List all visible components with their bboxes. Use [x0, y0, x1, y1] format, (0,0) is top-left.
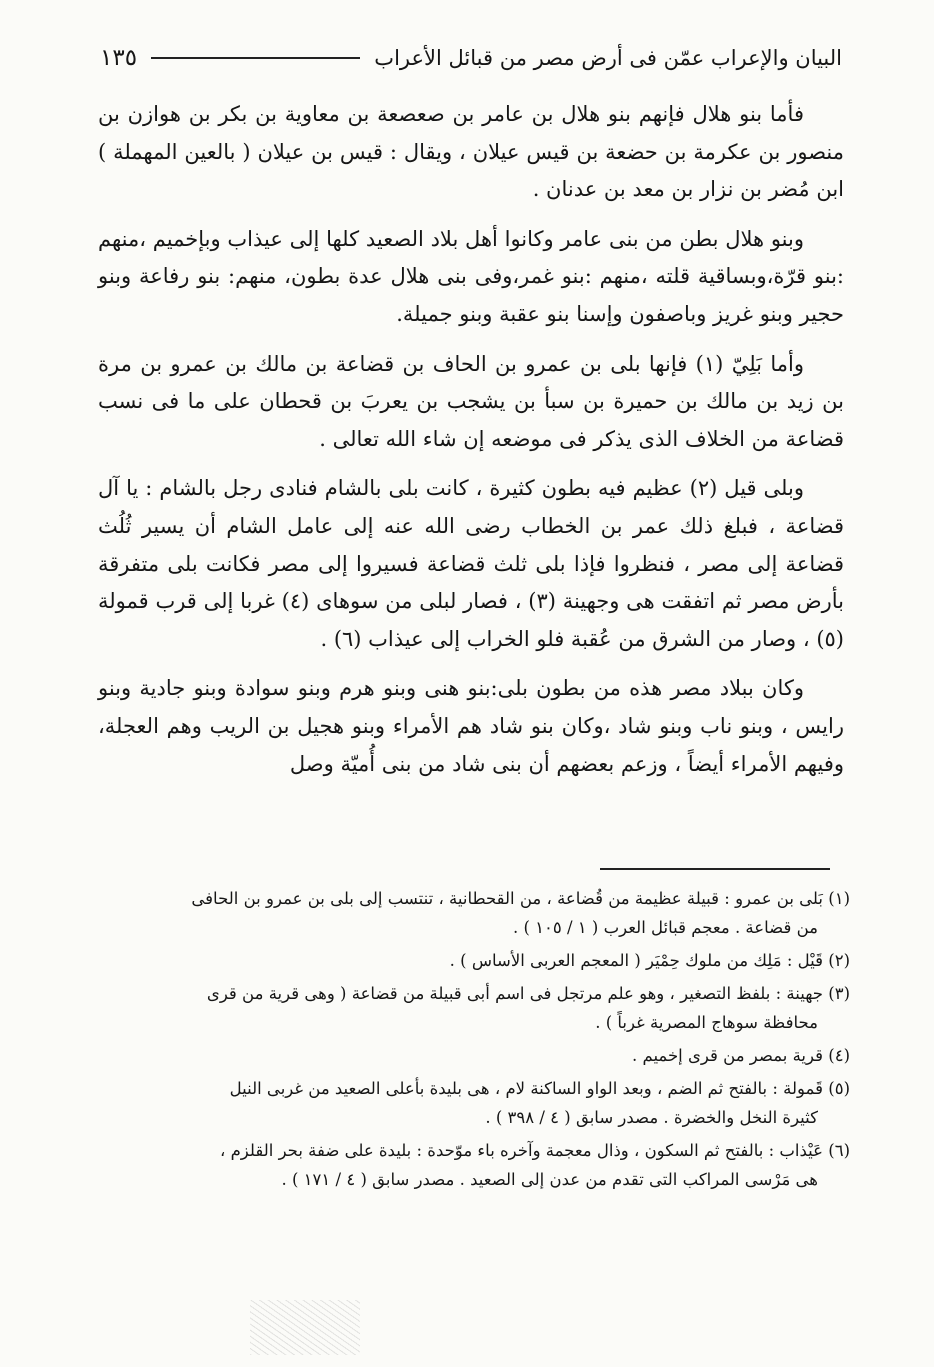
footnote	[102, 979, 850, 1037]
header-rule	[151, 57, 360, 59]
paragraph: وكان ببلاد مصر هذه من بطون بلى:بنو هنى وبنو هرم وبنو سوادة وبنو جادية وبنو رايس ، وبنو ناب وبنو شاد ،وكان بنو شاد هم الأمراء وبنو هجيل بن الريب وهم العجلة، وفيهم الأمراء أيضاً ، وزعم بعضهم أن بنى شاد من بنى أُميّة وصل	[98, 676, 844, 776]
paragraph: وأما بَلِيّ (١) فإنها بلى بن عمرو بن الحاف بن قضاعة بن مالك بن عمرو بن مرة بن زيد بن مالك بن حميرة بن سبأ بن يشجب بن يعربَ بن قحطان على ما فى نسب قضاعة من الخلاف الذى يذكر فى موضعه إن شاء الله تعالى .	[98, 351, 844, 451]
footnote-number: (٥)	[828, 1079, 850, 1098]
footnote	[102, 946, 850, 975]
footnote-text-continued: محافظة سوهاج المصرية غرباً ) .	[595, 1013, 818, 1032]
running-header	[100, 38, 842, 78]
footnote-text: بَلى بن عمرو : قبيلة عظيمة من قُضاعة ، من القحطانية ، تنتسب إلى بلى بن عمرو بن الحافى	[191, 889, 823, 908]
footnotes	[102, 884, 850, 1198]
footnote-number: (٤)	[828, 1046, 850, 1065]
footnote-text: عَيْذاب : بالفتح ثم السكون ، وذال معجمة وآخره باء موّحدة : بليدة على ضفة بحر القلزم ،	[220, 1141, 823, 1160]
main-text	[98, 96, 844, 795]
footnote-text-continued: هى مَرْسى المراكب التى تقدم من عدن إلى الصعيد . مصدر سابق ( ٤ / ١٧١ ) .	[281, 1170, 818, 1189]
paragraph: وبنو هلال بطن من بنى عامر وكانوا أهل بلاد الصعيد كلها إلى عيذاب وبإخميم ،منهم :بنو قرّة،وبساقية قلته ،منهم :بنو غمر،وفى بنى هلال عدة بطون، منهم: بنو رفاعة وبنو حجير وبنو غريز وباصفون وإسنا بنو عقبة وبنو جميلة.	[98, 226, 844, 326]
footnote	[102, 1041, 850, 1070]
running-title: البيان والإعراب عمّن فى أرض مصر من قبائل الأعراب	[374, 46, 842, 70]
footnote-text-continued: من قضاعة . معجم قبائل العرب ( ١ / ١٠٥ ) .	[512, 918, 818, 937]
footnote-number: (١)	[828, 889, 850, 908]
scan-speckle	[250, 1300, 360, 1355]
footnote	[102, 1136, 850, 1194]
paragraph: فأما بنو هلال فإنهم بنو هلال بن عامر بن صعصعة بن معاوية بن بكر بن هوازن بن منصور بن عكرمة بن حضعة بن قيس عيلان ، ويقال : قيس بن عيلان ( بالعين المهملة ) ابن مُضر بن نزار بن معد بن عدنان .	[98, 102, 844, 202]
footnote	[102, 884, 850, 942]
footnote-text: قَمولة : بالفتح ثم الضم ، وبعد الواو الساكنة لام ، هى بليدة بأعلى الصعيد من غربى النيل	[229, 1079, 823, 1098]
footnote-separator	[600, 868, 830, 870]
page-number: ١٣٥	[100, 45, 138, 71]
footnote-text: جهينة : بلفظ التصغير ، وهو علم مرتجل فى اسم أبى قبيلة من قضاعة ( وهى قرية من قرى	[206, 984, 823, 1003]
footnote-number: (٢)	[828, 951, 850, 970]
paragraph: وبلى قيل (٢) عظيم فيه بطون كثيرة ، كانت بلى بالشام فنادى رجل بالشام : يا آل قضاعة ، فبلغ ذلك عمر بن الخطاب رضى الله عنه إلى عامل الشام أن يسير ثُلُث قضاعة إلى مصر ، فنظروا فإذا بلى ثلث قضاعة فسيروا إلى مصر فكانت بلى متفرقة بأرض مصر ثم اتفقت هى وجهينة (٣) ، فصار لبلى من سوهاى (٤) غربا إلى قرب قمولة (٥) ، وصار من الشرق من عُقبة فلو الخراب إلى عيذاب (٦) .	[98, 476, 844, 651]
footnote	[102, 1074, 850, 1132]
footnote-number: (٣)	[828, 984, 850, 1003]
footnote-text: قرية بمصر من قرى إخميم .	[631, 1046, 823, 1065]
footnote-text: قَيْل : مَلِك من ملوك حِمْيَر ( المعجم العربى الأساس ) .	[449, 951, 823, 970]
footnote-number: (٦)	[828, 1141, 850, 1160]
footnote-text-continued: كثيرة النخل والخضرة . مصدر سابق ( ٤ / ٣٩٨ ) .	[485, 1108, 818, 1127]
